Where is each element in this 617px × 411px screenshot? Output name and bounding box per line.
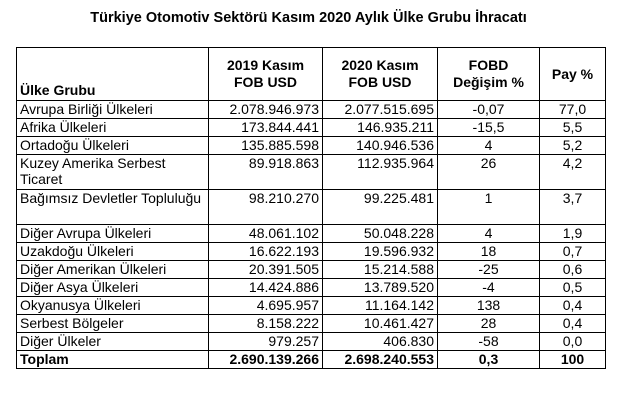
cell-2020: 2.077.515.695 bbox=[323, 101, 438, 119]
cell-change: -58 bbox=[438, 333, 540, 351]
cell-2020: 146.935.211 bbox=[323, 119, 438, 137]
cell-2019: 173.844.441 bbox=[209, 119, 323, 137]
cell-2019: 98.210.270 bbox=[209, 190, 323, 225]
cell-2020: 50.048.228 bbox=[323, 225, 438, 243]
cell-2020: 15.214.588 bbox=[323, 261, 438, 279]
export-table bbox=[16, 47, 606, 369]
cell-2019: 2.078.946.973 bbox=[209, 101, 323, 119]
cell-2020: 10.461.427 bbox=[323, 315, 438, 333]
cell-change: 18 bbox=[438, 243, 540, 261]
cell-change: -0,07 bbox=[438, 101, 540, 119]
table-row bbox=[17, 225, 606, 243]
cell-2020: 11.164.142 bbox=[323, 297, 438, 315]
cell-share: 0,7 bbox=[540, 243, 606, 261]
table-row bbox=[17, 101, 606, 119]
cell-change: 4 bbox=[438, 137, 540, 155]
cell-group: Diğer Avrupa Ülkeleri bbox=[17, 225, 209, 243]
header-share: Pay % bbox=[540, 48, 606, 101]
cell-group: Diğer Asya Ülkeleri bbox=[17, 279, 209, 297]
table-row bbox=[17, 243, 606, 261]
table-row bbox=[17, 190, 606, 225]
cell-2019: 14.424.886 bbox=[209, 279, 323, 297]
cell-2019: 48.061.102 bbox=[209, 225, 323, 243]
cell-change: 1 bbox=[438, 190, 540, 225]
total-row bbox=[17, 351, 606, 369]
cell-2020: 13.789.520 bbox=[323, 279, 438, 297]
header-2019: 2019 Kasım FOB USD bbox=[209, 48, 323, 101]
table-title: Türkiye Otomotiv Sektörü Kasım 2020 Aylık Ülke Grubu İhracatı bbox=[90, 10, 527, 26]
table-row bbox=[17, 279, 606, 297]
cell-2020: 140.946.536 bbox=[323, 137, 438, 155]
header-2020: 2020 Kasım FOB USD bbox=[323, 48, 438, 101]
cell-group: Diğer Amerikan Ülkeleri bbox=[17, 261, 209, 279]
header-group: Ülke Grubu bbox=[17, 48, 209, 101]
cell-group: Diğer Ülkeler bbox=[17, 333, 209, 351]
cell-group: Avrupa Birliği Ülkeleri bbox=[17, 101, 209, 119]
total-2019: 2.690.139.266 bbox=[209, 351, 323, 369]
cell-share: 0,4 bbox=[540, 297, 606, 315]
cell-change: -25 bbox=[438, 261, 540, 279]
cell-change: 4 bbox=[438, 225, 540, 243]
cell-2019: 979.257 bbox=[209, 333, 323, 351]
table-row bbox=[17, 333, 606, 351]
cell-group: Ortadoğu Ülkeleri bbox=[17, 137, 209, 155]
table-row bbox=[17, 137, 606, 155]
cell-2019: 20.391.505 bbox=[209, 261, 323, 279]
cell-2019: 16.622.193 bbox=[209, 243, 323, 261]
cell-change: 138 bbox=[438, 297, 540, 315]
total-2020: 2.698.240.553 bbox=[323, 351, 438, 369]
cell-share: 0,4 bbox=[540, 315, 606, 333]
cell-share: 0,0 bbox=[540, 333, 606, 351]
cell-2019: 4.695.957 bbox=[209, 297, 323, 315]
table-body bbox=[17, 101, 606, 369]
table-row bbox=[17, 315, 606, 333]
header-change: FOBD Değişim % bbox=[438, 48, 540, 101]
cell-2020: 99.225.481 bbox=[323, 190, 438, 225]
cell-2020: 112.935.964 bbox=[323, 155, 438, 190]
table-row bbox=[17, 155, 606, 190]
cell-change: -15,5 bbox=[438, 119, 540, 137]
cell-2020: 19.596.932 bbox=[323, 243, 438, 261]
cell-change: -4 bbox=[438, 279, 540, 297]
cell-group: Bağımsız Devletler Topluluğu bbox=[17, 190, 209, 225]
total-share: 100 bbox=[540, 351, 606, 369]
cell-2019: 135.885.598 bbox=[209, 137, 323, 155]
cell-share: 0,5 bbox=[540, 279, 606, 297]
cell-share: 5,5 bbox=[540, 119, 606, 137]
header-row bbox=[17, 48, 606, 101]
cell-share: 1,9 bbox=[540, 225, 606, 243]
table-row bbox=[17, 297, 606, 315]
cell-change: 26 bbox=[438, 155, 540, 190]
cell-share: 3,7 bbox=[540, 190, 606, 225]
cell-share: 5,2 bbox=[540, 137, 606, 155]
table-row bbox=[17, 261, 606, 279]
cell-group: Serbest Bölgeler bbox=[17, 315, 209, 333]
cell-2020: 406.830 bbox=[323, 333, 438, 351]
cell-group: Kuzey Amerika Serbest Ticaret bbox=[17, 155, 209, 190]
cell-2019: 8.158.222 bbox=[209, 315, 323, 333]
table-row bbox=[17, 119, 606, 137]
total-label: Toplam bbox=[17, 351, 209, 369]
cell-share: 77,0 bbox=[540, 101, 606, 119]
cell-share: 4,2 bbox=[540, 155, 606, 190]
cell-group: Afrika Ülkeleri bbox=[17, 119, 209, 137]
cell-change: 28 bbox=[438, 315, 540, 333]
cell-2019: 89.918.863 bbox=[209, 155, 323, 190]
cell-group: Uzakdoğu Ülkeleri bbox=[17, 243, 209, 261]
cell-group: Okyanusya Ülkeleri bbox=[17, 297, 209, 315]
total-change: 0,3 bbox=[438, 351, 540, 369]
cell-share: 0,6 bbox=[540, 261, 606, 279]
